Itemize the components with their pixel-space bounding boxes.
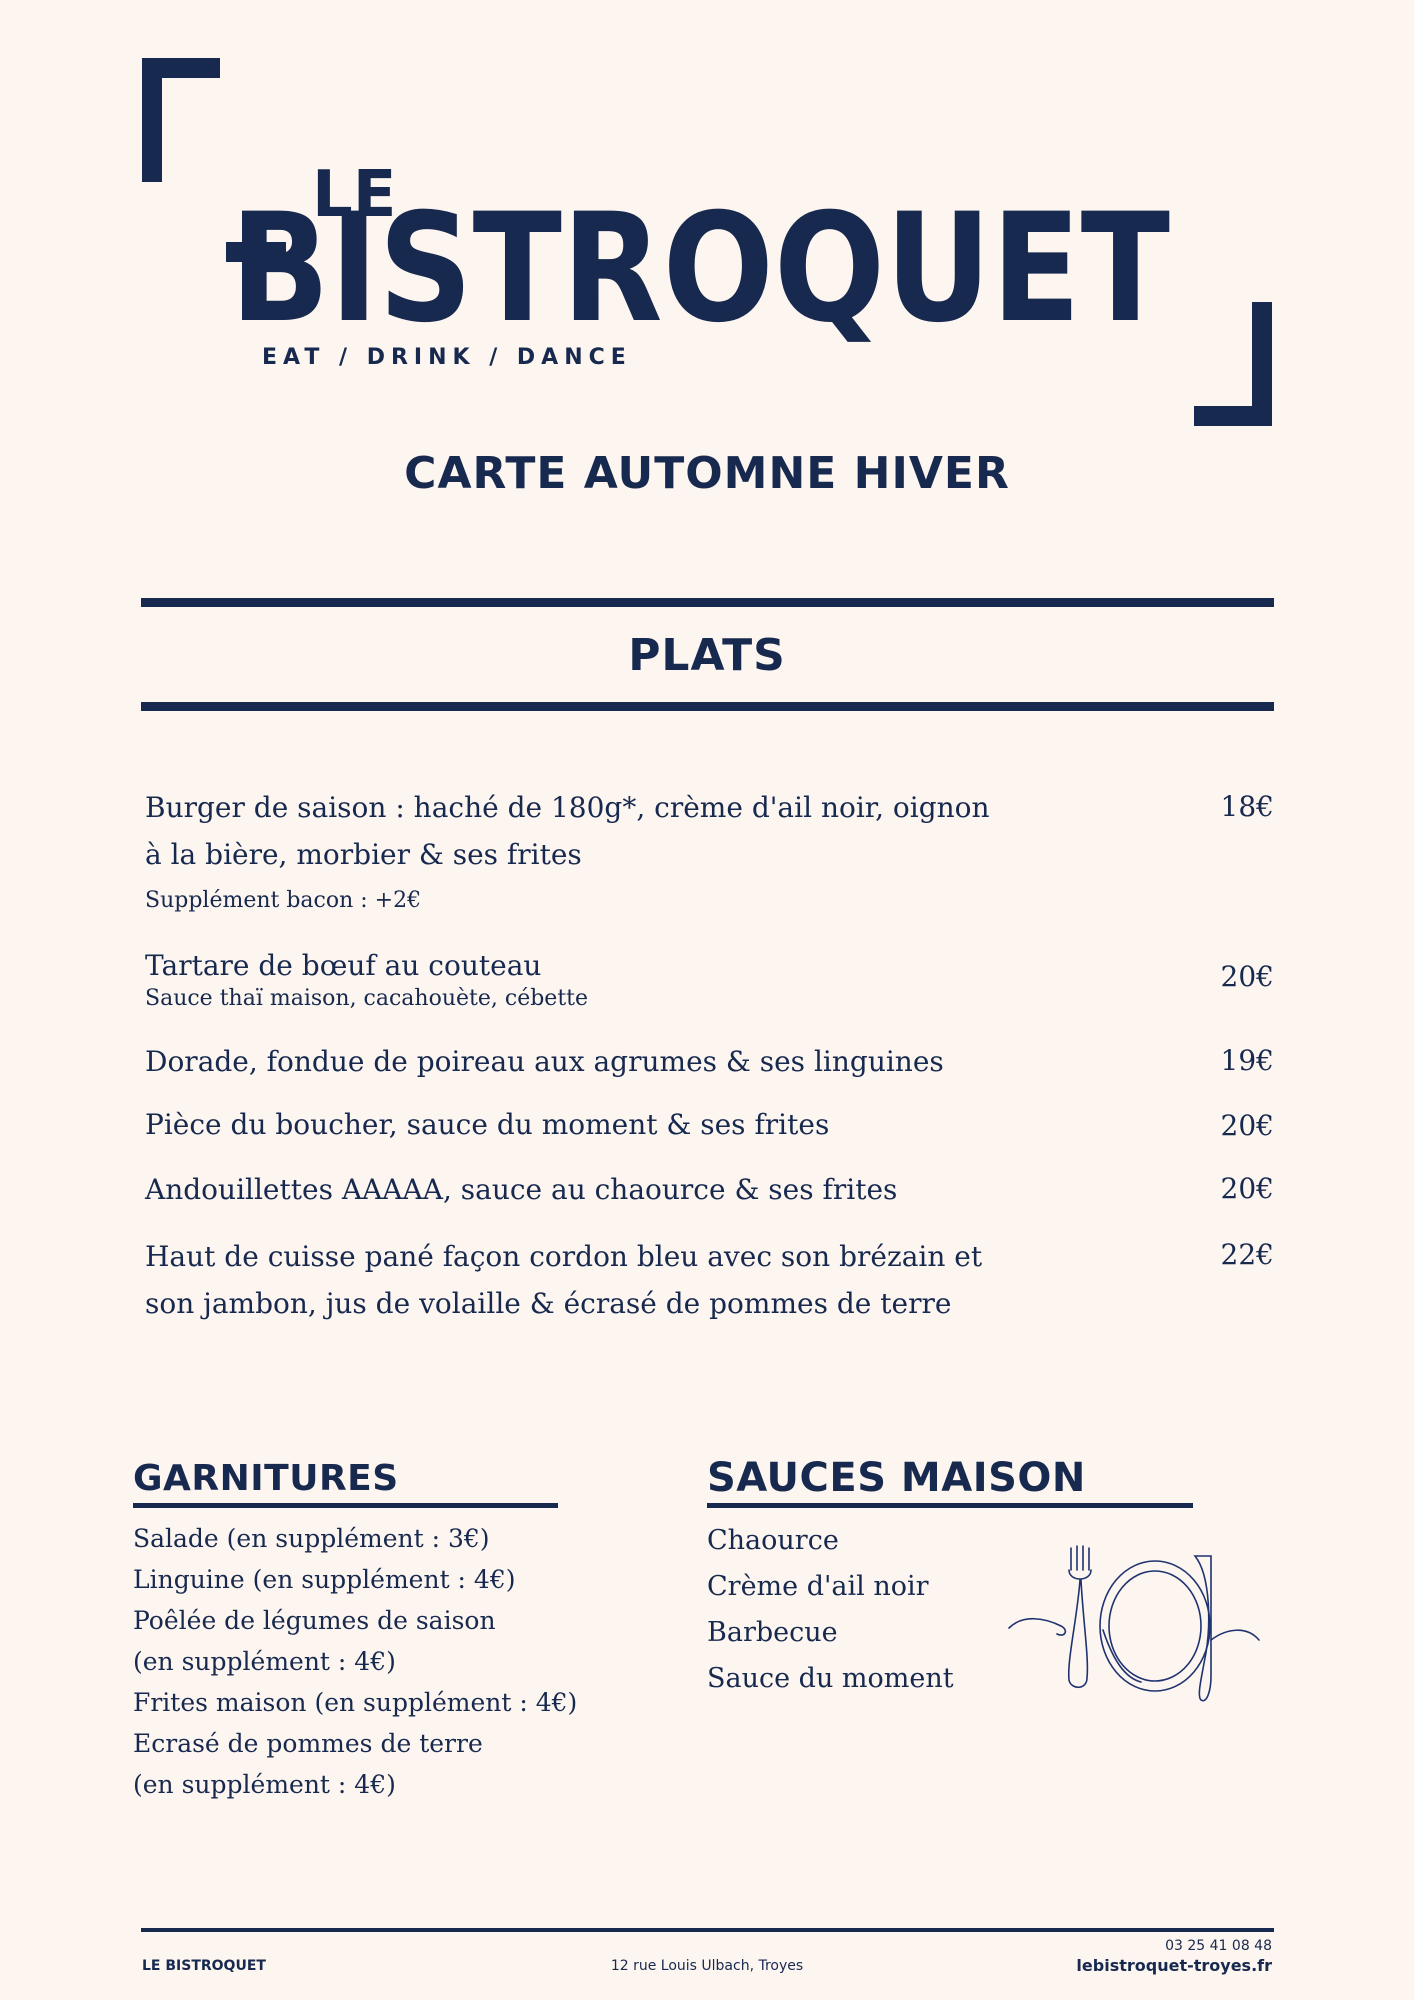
logo-tagline: EAT / DRINK / DANCE [262,345,632,370]
dish-1-price: 18€ [1220,790,1274,823]
dish-6-line-2: son jambon, jus de volaille & écrasé de pommes de terre [145,1287,952,1320]
garniture-line: Frites maison (en supplément : 4€) [133,1688,578,1717]
sauce-item: Chaource [707,1525,839,1556]
dish-1-line-1: Burger de saison : haché de 180g*, crème d'ail noir, oignon [145,791,990,824]
garniture-line: Ecrasé de pommes de terre [133,1729,483,1758]
sauce-item: Sauce du moment [707,1663,954,1694]
dish-5-line-1: Andouillettes AAAAA, sauce au chaource & ses frites [145,1173,898,1206]
dish-2-price: 20€ [1220,960,1274,993]
logo-name: BISTROQUET [230,182,1170,356]
sauce-item: Barbecue [707,1617,838,1648]
dish-1-sub: Supplément bacon : +2€ [145,888,422,913]
corner-bracket-bottom-right [1252,302,1272,426]
sauce-item: Crème d'ail noir [707,1571,929,1602]
footer-name: LE BISTROQUET [142,1958,266,1974]
dish-3-price: 19€ [1220,1044,1274,1077]
dish-6-price: 22€ [1220,1238,1274,1271]
dish-4-line-1: Pièce du boucher, sauce du moment & ses frites [145,1108,830,1141]
footer-address: 12 rue Louis Ulbach, Troyes [610,1958,804,1974]
garniture-line: (en supplément : 4€) [133,1770,396,1799]
footer-website[interactable]: lebistroquet-troyes.fr [1076,1956,1272,1975]
logo [220,140,1180,380]
dish-5-price: 20€ [1220,1172,1274,1205]
dish-3-line-1: Dorade, fondue de poireau aux agrumes & ses linguines [145,1045,944,1078]
plate-fork-knife-icon [1005,1540,1265,1710]
corner-bracket-top-left [142,58,162,182]
divider-bottom [141,702,1274,711]
sauces-rule [707,1503,1193,1508]
logo-le: LE [312,158,397,232]
garniture-line: Poêlée de légumes de saison [133,1606,496,1635]
footer-rule [141,1928,1274,1932]
footer-phone: 03 25 41 08 48 [1165,1938,1272,1954]
menu-title: CARTE AUTOMNE HIVER [404,448,1010,499]
sauces-title: SAUCES MAISON [707,1455,1086,1501]
garnitures-rule [133,1503,558,1508]
dish-4-price: 20€ [1220,1109,1274,1142]
section-title-plats: PLATS [628,630,786,681]
garniture-line: Salade (en supplément : 3€) [133,1524,490,1553]
dish-2-line-1: Tartare de bœuf au couteau [145,949,542,982]
dish-1-line-2: à la bière, morbier & ses frites [145,838,582,871]
divider-top [141,598,1274,607]
garnitures-title: GARNITURES [133,1458,399,1499]
garniture-line: (en supplément : 4€) [133,1647,396,1676]
dish-2-sub: Sauce thaï maison, cacahouète, cébette [145,986,589,1011]
dish-6-line-1: Haut de cuisse pané façon cordon bleu avec son brézain et [145,1240,983,1273]
garniture-line: Linguine (en supplément : 4€) [133,1565,516,1594]
